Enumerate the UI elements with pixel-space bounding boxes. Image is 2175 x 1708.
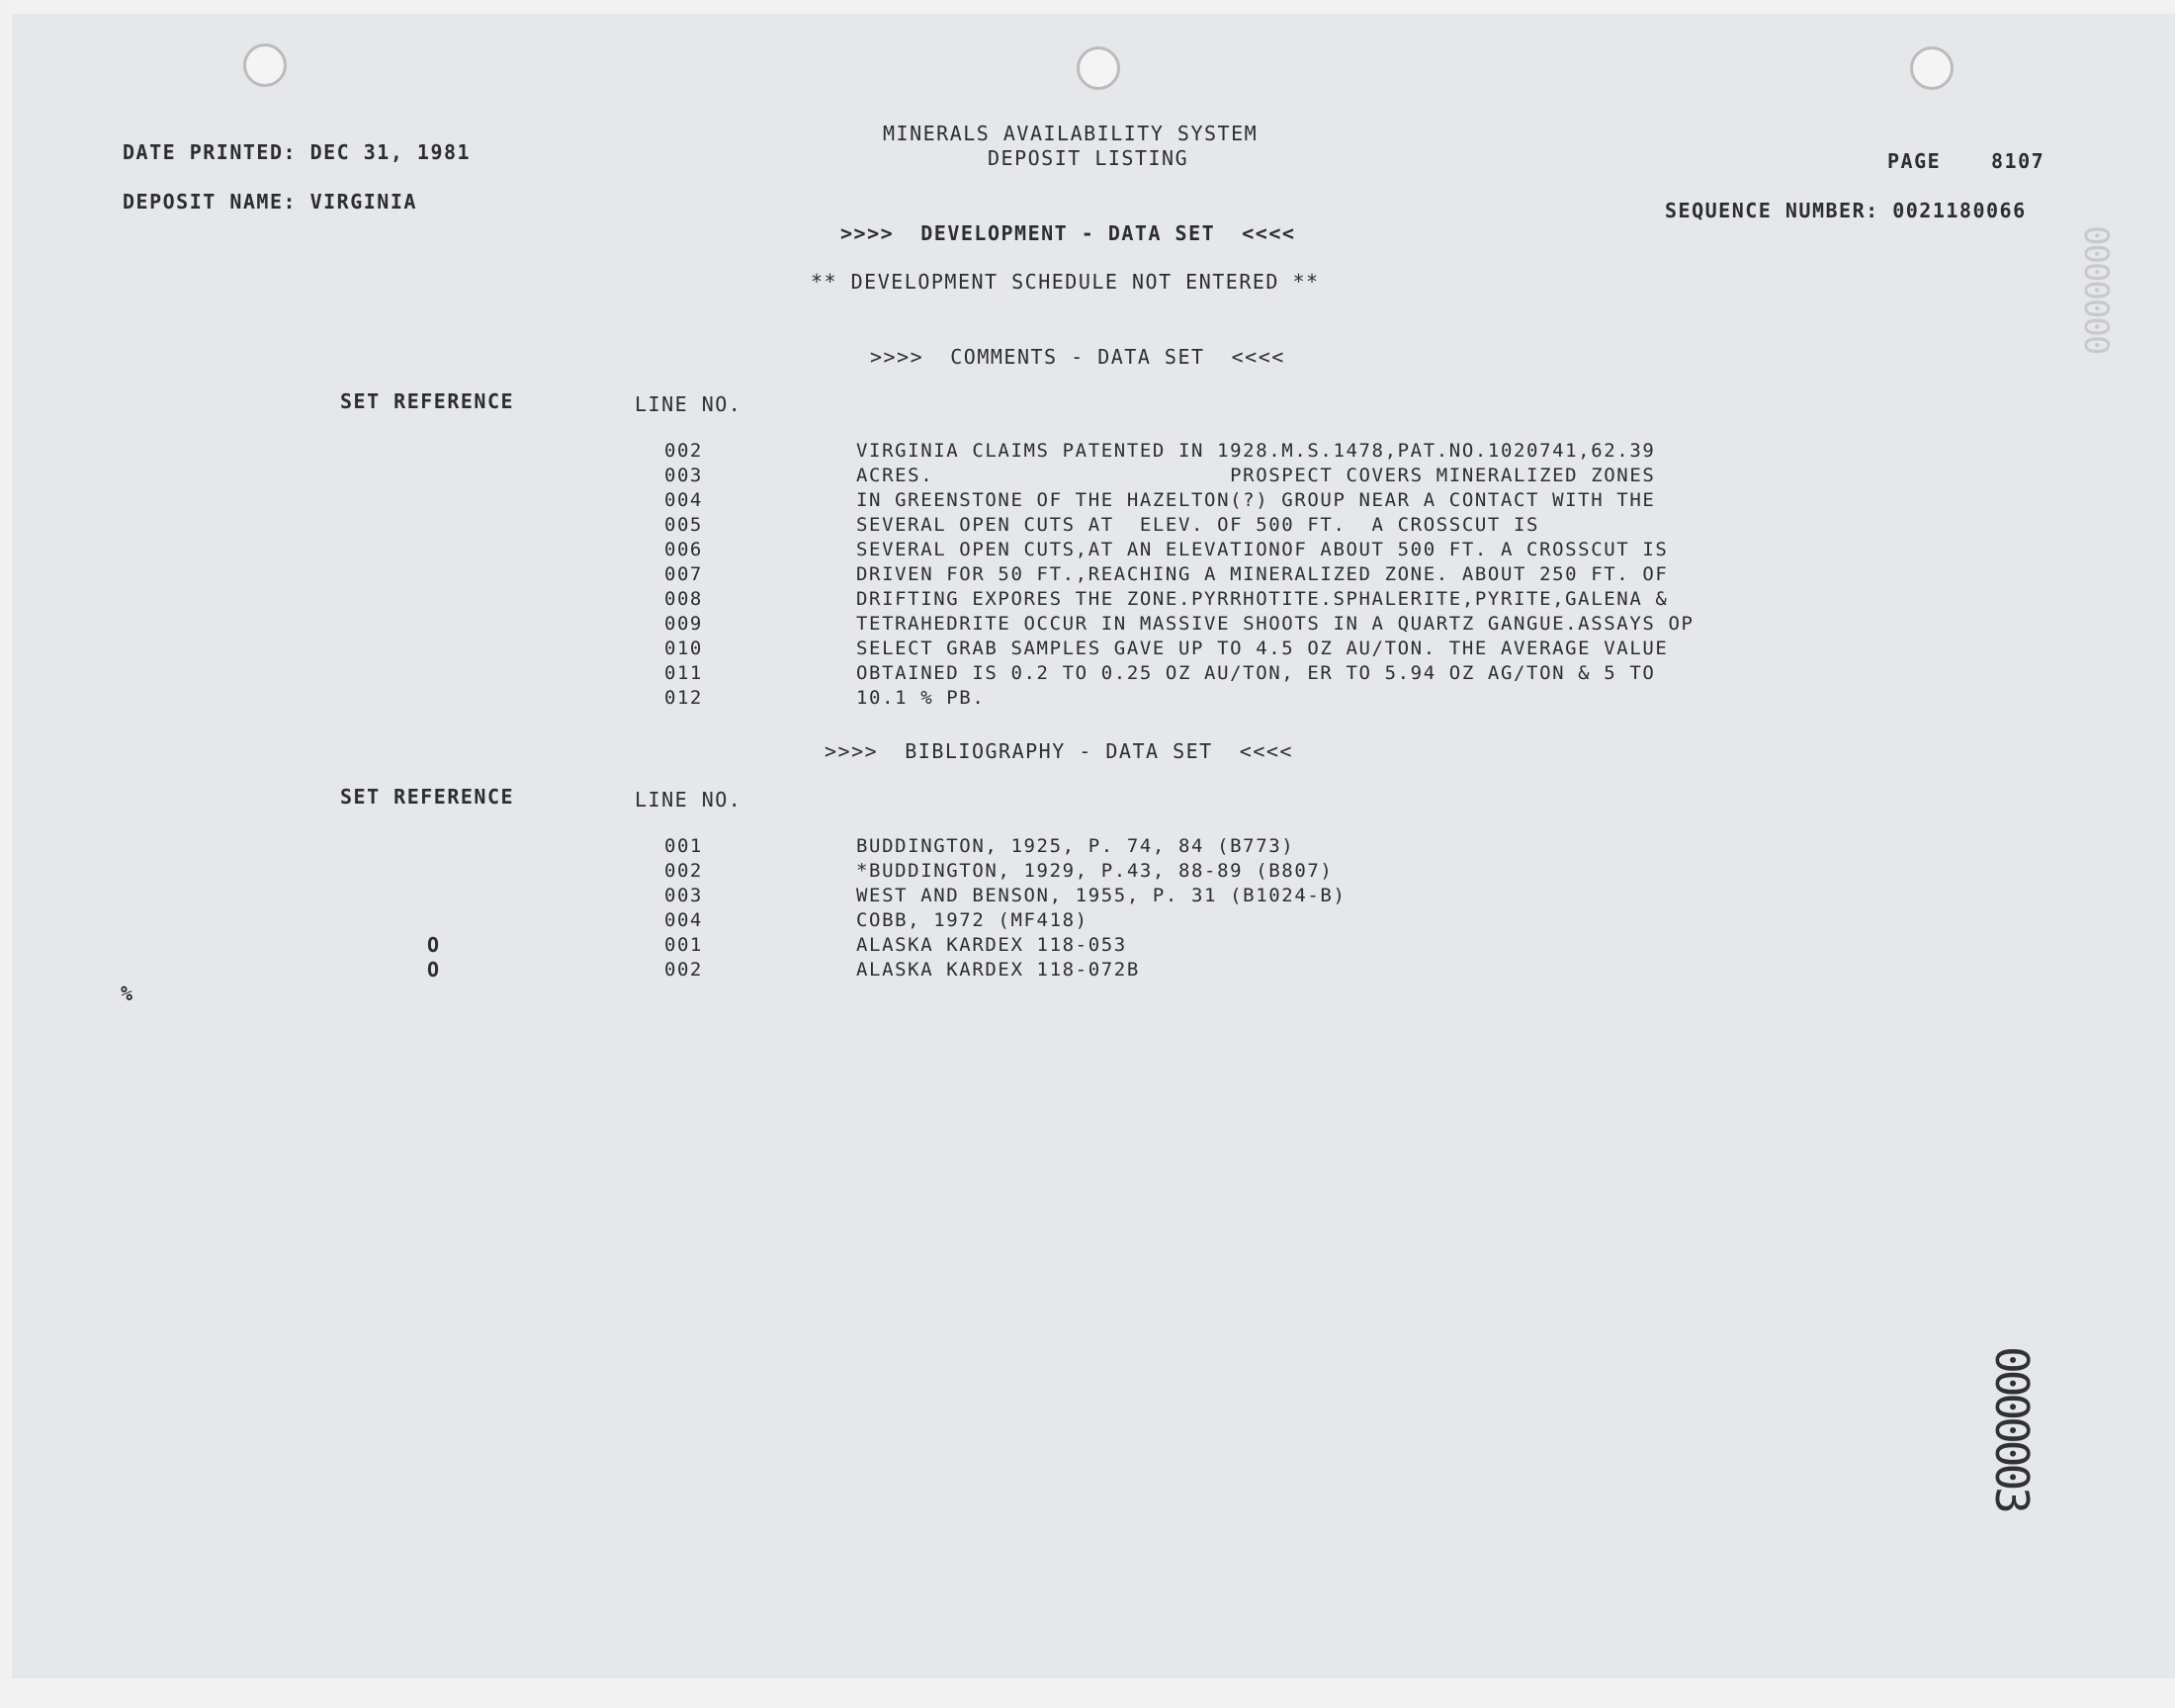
- bibliography-heading: >>>> BIBLIOGRAPHY - DATA SET <<<<: [825, 739, 1293, 763]
- bibliography-entry: BUDDINGTON, 1925, P. 74, 84 (B773): [856, 835, 1295, 857]
- comments-set-reference-header: SET REFERENCE: [340, 389, 515, 413]
- bibliography-line-number: 001: [664, 934, 703, 956]
- comment-line-number: 003: [664, 465, 703, 486]
- bibliography-line-number: 002: [664, 959, 703, 981]
- comments-heading: >>>> COMMENTS - DATA SET <<<<: [870, 345, 1285, 369]
- comment-text: TETRAHEDRITE OCCUR IN MASSIVE SHOOTS IN A QUARTZ GANGUE.ASSAYS OP: [856, 613, 1695, 635]
- development-heading: >>>> DEVELOPMENT - DATA SET <<<<: [840, 221, 1296, 245]
- binder-hole: [1077, 46, 1120, 90]
- bibliography-entry: ALASKA KARDEX 118-072B: [856, 959, 1140, 981]
- comment-line-number: 009: [664, 613, 703, 635]
- comment-text: DRIFTING EXPORES THE ZONE.PYRRHOTITE.SPHALERITE,PYRITE,GALENA &: [856, 588, 1669, 610]
- comment-line-number: 002: [664, 440, 703, 462]
- binder-hole: [1910, 46, 1954, 90]
- page-top-edge: [0, 0, 2175, 14]
- comment-text: SEVERAL OPEN CUTS AT ELEV. OF 500 FT. A CROSSCUT IS: [856, 514, 1540, 536]
- comment-line-number: 012: [664, 687, 703, 709]
- bibliography-line-number: 004: [664, 909, 703, 931]
- comments-line-no-header: LINE NO.: [635, 392, 742, 416]
- comment-text: 10.1 % PB.: [856, 687, 986, 709]
- comment-text: SELECT GRAB SAMPLES GAVE UP TO 4.5 OZ AU/TON. THE AVERAGE VALUE: [856, 638, 1669, 659]
- deposit-name: DEPOSIT NAME: VIRGINIA: [123, 190, 417, 214]
- comment-text: DRIVEN FOR 50 FT.,REACHING A MINERALIZED ZONE. ABOUT 250 FT. OF: [856, 563, 1669, 585]
- side-stamp-top: 0000000: [2076, 225, 2116, 354]
- page-bottom-edge: [0, 1678, 2175, 1708]
- comment-text: IN GREENSTONE OF THE HAZELTON(?) GROUP NEAR A CONTACT WITH THE: [856, 489, 1656, 511]
- comment-line-number: 008: [664, 588, 703, 610]
- comment-line-number: 004: [664, 489, 703, 511]
- comment-text: OBTAINED IS 0.2 TO 0.25 OZ AU/TON, ER TO 5.94 OZ AG/TON & 5 TO: [856, 662, 1656, 684]
- system-title: MINERALS AVAILABILITY SYSTEM: [883, 122, 1259, 145]
- comment-line-number: 007: [664, 563, 703, 585]
- bibliography-line-number: 001: [664, 835, 703, 857]
- bibliography-set-reference-header: SET REFERENCE: [340, 785, 515, 809]
- bibliography-line-number: 003: [664, 885, 703, 906]
- date-printed: DATE PRINTED: DEC 31, 1981: [123, 140, 472, 164]
- sequence-number: SEQUENCE NUMBER: 0021180066: [1665, 199, 2027, 222]
- side-stamp-bottom: 0000003: [1985, 1346, 2039, 1510]
- bibliography-entry: WEST AND BENSON, 1955, P. 31 (B1024-B): [856, 885, 1347, 906]
- listing-title: DEPOSIT LISTING: [988, 146, 1189, 170]
- comment-text: ACRES. PROSPECT COVERS MINERALIZED ZONES: [856, 465, 1656, 486]
- comment-text: SEVERAL OPEN CUTS,AT AN ELEVATIONOF ABOUT 500 FT. A CROSSCUT IS: [856, 539, 1669, 560]
- bibliography-set-reference: O: [427, 958, 440, 982]
- bibliography-entry: ALASKA KARDEX 118-053: [856, 934, 1127, 956]
- comment-line-number: 005: [664, 514, 703, 536]
- bibliography-set-reference: O: [427, 933, 440, 957]
- comment-line-number: 010: [664, 638, 703, 659]
- comment-text: VIRGINIA CLAIMS PATENTED IN 1928.M.S.1478,PAT.NO.1020741,62.39: [856, 440, 1656, 462]
- page-label: PAGE: [1887, 149, 1942, 173]
- development-note: ** DEVELOPMENT SCHEDULE NOT ENTERED **: [811, 270, 1320, 294]
- bibliography-line-number: 002: [664, 860, 703, 882]
- binder-hole: [243, 43, 287, 87]
- footer-mark: %: [121, 982, 134, 1005]
- bibliography-entry: *BUDDINGTON, 1929, P.43, 88-89 (B807): [856, 860, 1334, 882]
- comment-line-number: 006: [664, 539, 703, 560]
- bibliography-entry: COBB, 1972 (MF418): [856, 909, 1088, 931]
- page-left-edge: [0, 0, 12, 1708]
- bibliography-line-no-header: LINE NO.: [635, 788, 742, 811]
- comment-line-number: 011: [664, 662, 703, 684]
- page-number: 8107: [1991, 149, 2045, 173]
